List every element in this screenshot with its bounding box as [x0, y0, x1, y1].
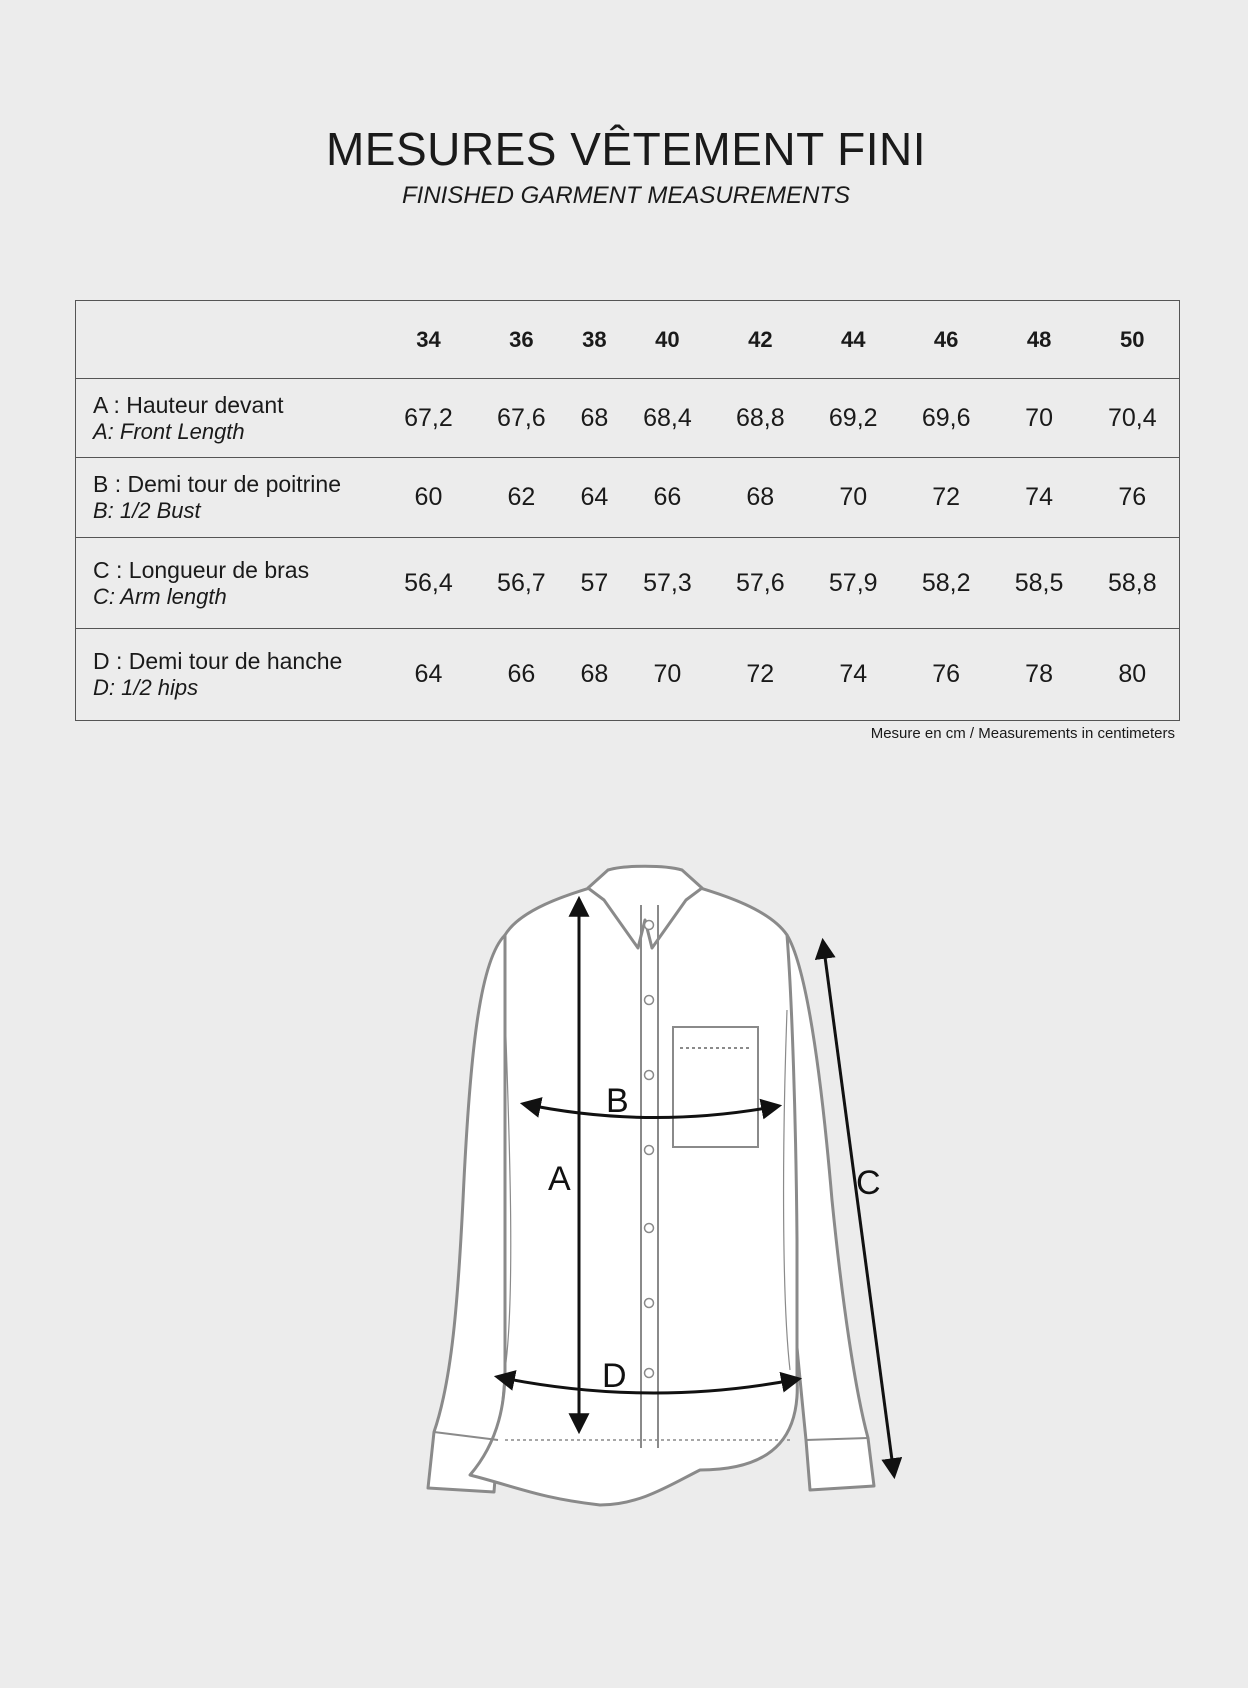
table-cell: 57,9 — [807, 538, 900, 629]
table-cell: 72 — [900, 458, 993, 538]
table-cell: 70 — [621, 629, 714, 721]
table-cell: 66 — [475, 629, 568, 721]
table-cell: 67,2 — [382, 379, 475, 458]
table-cell: 68 — [714, 458, 807, 538]
table-cell: 57,3 — [621, 538, 714, 629]
table-cell: 67,6 — [475, 379, 568, 458]
button — [645, 996, 654, 1005]
chest-pocket — [673, 1027, 758, 1147]
size-header: 46 — [900, 301, 993, 379]
units-note: Mesure en cm / Measurements in centimeters — [870, 725, 1175, 742]
size-header: 34 — [382, 301, 475, 379]
size-header: 38 — [568, 301, 621, 379]
page-title: MESURES VÊTEMENT FINI — [325, 123, 927, 175]
label-a: A — [548, 1160, 571, 1198]
button — [645, 1071, 654, 1080]
table-cell: 58,5 — [993, 538, 1086, 629]
table-cell: 76 — [900, 629, 993, 721]
table-cell: 56,4 — [382, 538, 475, 629]
table-cell: 74 — [993, 458, 1086, 538]
row-label-fr: D : Demi tour de hanche — [93, 648, 343, 674]
table-cell: 70 — [993, 379, 1086, 458]
row-label-fr: A : Hauteur devant — [93, 391, 284, 418]
size-header: 42 — [714, 301, 807, 379]
row-label-en: B: 1/2 Bust — [93, 498, 201, 523]
table-cell: 76 — [1086, 458, 1180, 538]
table-cell: 60 — [382, 458, 475, 538]
table-cell: 64 — [568, 458, 621, 538]
button — [645, 1224, 654, 1233]
table-cell: 72 — [714, 629, 807, 721]
size-header: 40 — [621, 301, 714, 379]
table-cell: 68,8 — [714, 379, 807, 458]
label-b: B — [606, 1082, 629, 1120]
size-header: 36 — [475, 301, 568, 379]
table-cell: 56,7 — [475, 538, 568, 629]
left-sleeve — [428, 935, 510, 1492]
row-label-en: D: 1/2 hips — [93, 675, 199, 700]
button — [645, 921, 654, 930]
table-cell: 68,4 — [621, 379, 714, 458]
row-label-fr: B : Demi tour de poitrine — [93, 471, 342, 497]
table-cell: 62 — [475, 458, 568, 538]
size-header: 44 — [807, 301, 900, 379]
table-cell: 58,8 — [1086, 538, 1180, 629]
table-cell: 69,6 — [900, 379, 993, 458]
table-cell: 78 — [993, 629, 1086, 721]
table-cell: 68 — [568, 629, 621, 721]
button — [645, 1146, 654, 1155]
table-cell: 70,4 — [1086, 379, 1180, 458]
row-label-en: C: Arm length — [93, 583, 227, 609]
shirt-outline — [428, 866, 874, 1505]
table-cell: 69,2 — [807, 379, 900, 458]
table-cell: 70 — [807, 458, 900, 538]
table-cell: 57 — [568, 538, 621, 629]
size-header: 48 — [993, 301, 1086, 379]
table-cell: 74 — [807, 629, 900, 721]
row-label-fr: C : Longueur de bras — [93, 556, 310, 583]
shirt-body — [470, 885, 797, 1505]
page-subtitle: FINISHED GARMENT MEASUREMENTS — [401, 182, 851, 209]
table-cell: 66 — [621, 458, 714, 538]
label-d: D — [602, 1357, 627, 1395]
label-c: C — [856, 1164, 881, 1202]
table-cell: 80 — [1086, 629, 1180, 721]
table-cell: 58,2 — [900, 538, 993, 629]
table-cell: 68 — [568, 379, 621, 458]
size-header: 50 — [1086, 301, 1180, 379]
row-label-en: A: Front Length — [93, 418, 245, 444]
table-cell: 57,6 — [714, 538, 807, 629]
table-cell: 64 — [382, 629, 475, 721]
button — [645, 1299, 654, 1308]
button — [645, 1369, 654, 1378]
right-sleeve — [786, 935, 874, 1490]
